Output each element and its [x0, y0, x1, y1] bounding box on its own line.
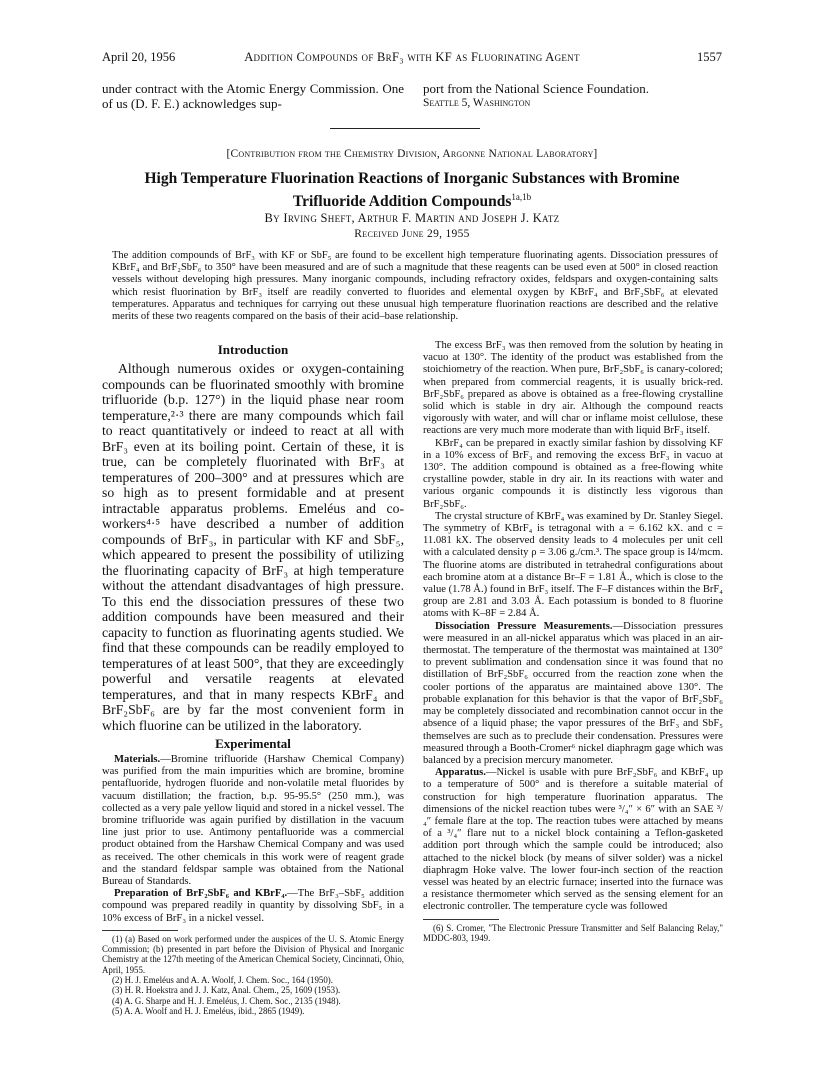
title-line-1: High Temperature Fluorination Reactions of Inorganic Substances with Bromine	[144, 170, 680, 187]
author-line: By Irving Sheft, Arthur F. Martin and Joseph J. Katz	[264, 211, 560, 225]
previous-article-tail-right	[423, 81, 723, 111]
previous-article-tail-left: under contract with the Atomic Energy Commission. One of us (D. F. E.) acknowledges sup-	[102, 81, 404, 111]
footnote-3: (3) H. R. Hoekstra and J. J. Katz, Anal. Chem., 25, 1609 (1953).	[112, 985, 341, 996]
footnote-5: (5) A. A. Woolf and H. J. Emeléus, ibid., 2865 (1949).	[112, 1005, 305, 1016]
footnote-6: (6) S. Cromer, "The Electronic Pressure Transmitter and Self Balancing Relay," MDDC-803, 1949.	[423, 922, 723, 943]
contribution-line: [Contribution from the Chemistry Division, Argonne National Laboratory]	[226, 148, 598, 160]
article-separator	[330, 128, 480, 129]
running-title: Addition Compounds of BrF₃ with KF as Fluorinating Agent	[244, 50, 580, 64]
footnote-2: (2) H. J. Emeléus and A. A. Woolf, J. Chem. Soc., 164 (1950).	[112, 975, 333, 986]
introduction-text: Although numerous oxides or oxygen-containing compounds can be fluorinated smoothly with bromine trifluoride (b.p. 127°) in the liquid phase near room temperature,²·³ there are many compounds which fail to react quantitatively or indeed to react at all with BrF₃ even at its boiling point. Certain of these, it is true, can be completely fluorinated with BrF₃ at temperatures of 200–300° and at pressures which are so high as to present formidable and at present intractable apparatus problems. Emeléus and co-workers⁴·⁵ have described a number of addition compounds of BrF₃, in particular with KF and SbF₅, which appeared to present the possibility of utilizing the fluorinating capacity of BrF₃ at high temperature without the attendant disadvantages of high pressure. To this end the dissociation pressures of these two addition compounds have been measured and their capacity to function as fluorinating agents studied. We find that these compounds can be readily employed to temperatures of at least 500°, that they are exceedingly powerful and versatile reagents at elevated temperatures, and that in many respects KBrF₄ and BrF₂SbF₆ are by far the most convenient form in which fluorine can be utilized in the laboratory.	[102, 361, 404, 733]
title-footnote-mark: 1a,1b	[511, 192, 532, 202]
dissociation-pressure-paragraph: Dissociation Pressure Measurements.—Dissociation pressures were measured in an all-nickel apparatus which was placed in an air-thermostat. The temperature of the thermostat was maintained at 130° to prevent sublimation and condensation since it was found that no distillation of BrF₂SbF₆ occurred from the reaction zone when the cooler portions of the apparatus are maintained above 130°. The probable explanation for this behavior is that the vapor of BrF₂SbF₆ may be completely dissociated and recombination cannot occur in the absence of a liquid phase; the vapor pressures of the BrF₃ and SbF₅ themselves are such as to preclude their condensation. Pressures were measured through a Booth-Cromer⁶ nickel diaphragm gage which was balanced by a precision mercury manometer.	[423, 620, 723, 766]
footnote-rule	[102, 930, 178, 931]
footnote-1: (1) (a) Based on work performed under the auspices of the U. S. Atomic Energy Commission; (b) presented in part before the Division of Physical and Inorganic Chemistry at the 127th meeting of the American Chemical Society, Cincinnati, Ohio, April, 1955.	[102, 933, 404, 975]
title-line-2: Trifluoride Addition Compounds$^{1a,1b}$	[292, 192, 532, 211]
crystal-structure-paragraph: The crystal structure of KBrF₄ was examined by Dr. Stanley Siegel. The symmetry of KBrF₄ is tetragonal with a = 6.162 kX. and c = 11.081 kX. The observed density leads to 4 molecules per unit cell with a calculated density ρ = 3.06 g./cm.³. The space group is I4/mcm. The fluorine atoms are distributed in tetrahedral configurations about each bromine atom at a distance Br–F = 1.81 Å., which is close to the value (1.78 Å.) found in BrF₃ itself. The F–F distances within the BrF₄ group are 2.81 and 3.03 Å. Each potassium is bonded to 8 fluorine atoms with K–8F = 2.84 Å.	[423, 510, 723, 620]
acknowledgment-text: port from the National Science Foundation.	[423, 81, 650, 96]
abstract: The addition compounds of BrF₃ with KF or SbF₅ are found to be excellent high temperature fluorinating agents. Dissociation pressures of KBrF₄ and BrF₂SbF₆ to 350° have been measured and are of such a magnitude that these reagents can be used even at 500° in closed reaction vessels without developing high pressures. Many inorganic compounds, including refractory oxides, feldspars and oxygen-containing salts which resist fluorination by BrF₃ itself are readily converted to fluorides and elemental oxygen by KBrF₄ and BrF₂SbF₆ at elevated temperatures. Apparatus and techniques for carrying out these unusual high temperature fluorination reactions are described and the relative merits of these two reagents compared on the basis of their acid–base relationship.	[112, 250, 718, 323]
materials-paragraph: Materials.—Bromine trifluoride (Harshaw Chemical Company) was purified from the main impurities which are bromine, bromine pentafluoride, hydrogen fluoride and non-volatile metal fluorides by vacuum distillation; the fraction, b.p. 95-95.5° (250 mm.), was collected as a very pale yellow liquid and stored in a nickel vessel. The bromine trifluoride was again purified by distillation in the vacuum line just prior to use. Antimony pentafluoride was a commercial product obtained from the Harshaw Chemical Company and was used as received. The other chemicals in this work were of reagent grade and the standard feldspar sample was obtained from the National Bureau of Standards.	[102, 754, 404, 888]
article-title	[102, 170, 722, 211]
received-date: Received June 29, 1955	[354, 228, 470, 240]
apparatus-paragraph: Apparatus.—Nickel is usable with pure BrF₂SbF₆ and KBrF₄ up to a temperature of 500° and is therefore a suitable material of construction for high temperature fluorination apparatus. The dimensions of the nickel reaction tubes were ³/₄″ × 6″ with an SAE ³/₄″ female flare at the top. The reaction tubes were attached by means of a ³/₄″ flare nut to a nickel block containing a Teflon-gasketed addition port through which the sample could be introduced; also attached to the nickel block (by means of silver solder) was a nickel diaphragm Hoke valve. The lower four-inch section of the reaction vessel was heated by an electric furnace; inserted into the furnace was a resistance thermometer which served as the sensing element for an electronic controller. The temperature cycle was followed	[423, 767, 723, 913]
right-column	[423, 340, 723, 943]
right-paragraph-2: KBrF₄ can be prepared in exactly similar fashion by dissolving KF in a 10% excess of BrF₃ and removing the excess BrF₃ in vacuo at 130°. The addition compound is obtained as a free-flowing white crystalline powder, stable in dry air. In its reactions with water and various organic compounds it is distinctly less vigorous than BrF₂SbF₆.	[423, 437, 723, 510]
footnote-4: (4) A. G. Sharpe and H. J. Emeléus, J. Chem. Soc., 2135 (1948).	[112, 995, 341, 1006]
journal-date: April 20, 1956	[102, 50, 176, 64]
left-column	[102, 342, 404, 1016]
experimental-heading: Experimental	[215, 736, 291, 751]
footnote-rule-right	[423, 919, 499, 920]
introduction-heading: Introduction	[217, 342, 289, 357]
preparation-paragraph: Preparation of BrF₂SbF₆ and KBrF₄.—The BrF₃–SbF₅ addition compound was prepared readily in quantity by dissolving SbF₅ in a 10% excess of BrF₃ in a nickel vessel.	[102, 888, 404, 924]
right-paragraph-1: The excess BrF₃ was then removed from the solution by heating in vacuo at 130°. The identity of the product was established from the stoichiometry of the reaction. When pure, BrF₂SbF₆ is canary-colored; when prepared from commercial reagents, it is usually brick-red. BrF₂SbF₆ prepared as above is obtained as a free-flowing crystalline solid which is stable in dry air. Although the compound reacts vigorously with water, and will char or inflame moist cellulose, these reactions are very much more moderate than with liquid BrF₃ itself.	[423, 340, 723, 437]
page-number: 1557	[697, 50, 722, 64]
author-address: Seattle 5, Washington	[423, 97, 531, 109]
